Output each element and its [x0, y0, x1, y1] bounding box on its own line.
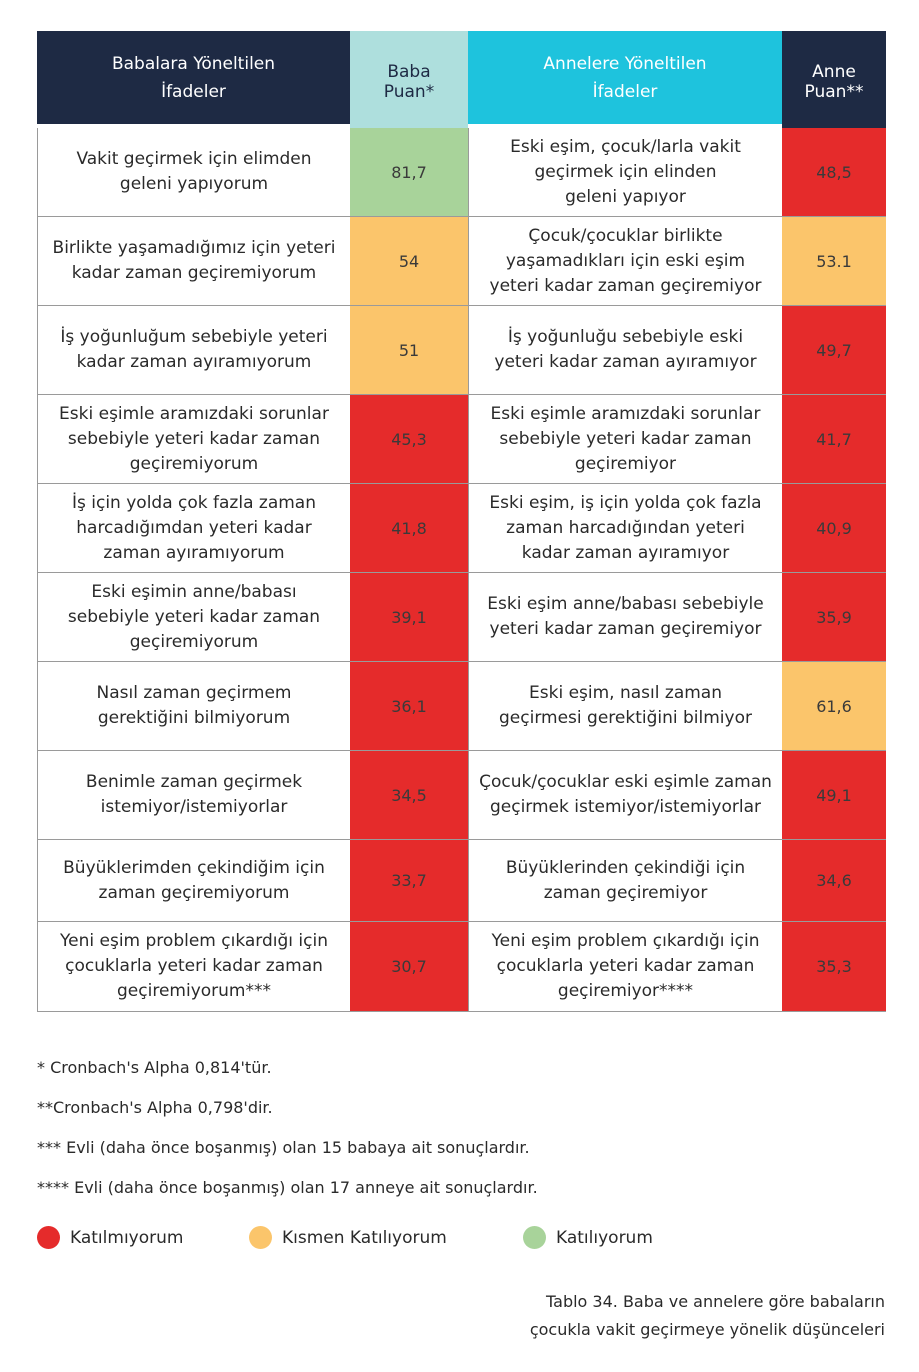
legend-item-disagree	[37, 1226, 183, 1249]
mother-statement: Yeni eşim problem çıkardığı için çocuklarla yeteri kadar zaman geçiremiyor****	[468, 922, 782, 1012]
legend	[37, 1226, 737, 1256]
legend-label: Kısmen Katılıyorum	[282, 1227, 447, 1248]
mother-score: 48,5	[782, 128, 886, 217]
father-score: 34,5	[350, 751, 468, 840]
father-score: 51	[350, 306, 468, 395]
green-dot-icon	[523, 1226, 546, 1249]
mother-score: 34,6	[782, 840, 886, 922]
footnote: *** Evli (daha önce boşanmış) olan 15 babaya ait sonuçlardır.	[37, 1138, 530, 1157]
father-score: 30,7	[350, 922, 468, 1012]
footnote: * Cronbach's Alpha 0,814'tür.	[37, 1058, 272, 1077]
legend-item-partial	[249, 1226, 447, 1249]
mother-score: 35,3	[782, 922, 886, 1012]
father-statement: Nasıl zaman geçirmem gerektiğini bilmiyorum	[37, 662, 350, 751]
father-statement: Birlikte yaşamadığımız için yeteri kadar zaman geçiremiyorum	[37, 217, 350, 306]
mother-statement: Eski eşimle aramızdaki sorunlar sebebiyle yeteri kadar zaman geçiremiyor	[468, 395, 782, 484]
father-statement: Benimle zaman geçirmek istemiyor/istemiyorlar	[37, 751, 350, 840]
mother-score: 53.1	[782, 217, 886, 306]
comparison-table	[37, 31, 886, 1012]
mother-statement: Eski eşim, iş için yolda çok fazla zaman harcadığından yeteri kadar zaman ayıramıyor	[468, 484, 782, 573]
legend-item-agree	[523, 1226, 653, 1249]
red-dot-icon	[37, 1226, 60, 1249]
father-score: 39,1	[350, 573, 468, 662]
mother-score: 35,9	[782, 573, 886, 662]
mother-statement: İş yoğunluğu sebebiyle eski yeteri kadar zaman ayıramıyor	[468, 306, 782, 395]
father-statement: Eski eşimin anne/babası sebebiyle yeteri kadar zaman geçiremiyorum	[37, 573, 350, 662]
father-statement: Yeni eşim problem çıkardığı için çocuklarla yeteri kadar zaman geçiremiyorum***	[37, 922, 350, 1012]
header-father-score: Baba Puan*	[350, 31, 468, 128]
footnote: **** Evli (daha önce boşanmış) olan 17 anneye ait sonuçlardır.	[37, 1178, 538, 1197]
legend-label: Katılmıyorum	[70, 1227, 184, 1248]
father-statement: İş için yolda çok fazla zaman harcadığımdan yeteri kadar zaman ayıramıyorum	[37, 484, 350, 573]
father-statement: Büyüklerimden çekindiğim için zaman geçiremiyorum	[37, 840, 350, 922]
father-score: 41,8	[350, 484, 468, 573]
legend-label: Katılıyorum	[556, 1227, 653, 1248]
orange-dot-icon	[249, 1226, 272, 1249]
father-score: 36,1	[350, 662, 468, 751]
father-statement: Vakit geçirmek için elimden geleni yapıyorum	[37, 128, 350, 217]
father-score: 81,7	[350, 128, 468, 217]
header-mother-score: Anne Puan**	[782, 31, 886, 128]
footnote: **Cronbach's Alpha 0,798'dir.	[37, 1098, 273, 1117]
mother-score: 40,9	[782, 484, 886, 573]
footnotes	[37, 1054, 538, 1214]
caption-line: çocukla vakit geçirmeye yönelik düşünceleri	[529, 1320, 885, 1339]
header-mother-statements: Annelere Yöneltilen İfadeler	[468, 31, 782, 124]
mother-score: 61,6	[782, 662, 886, 751]
table-caption	[530, 1288, 885, 1344]
mother-statement: Eski eşim anne/babası sebebiyle yeteri kadar zaman geçiremiyor	[468, 573, 782, 662]
father-score: 54	[350, 217, 468, 306]
mother-statement: Çocuk/çocuklar eski eşimle zaman geçirmek istemiyor/istemiyorlar	[468, 751, 782, 840]
father-score: 45,3	[350, 395, 468, 484]
caption-line: Tablo 34. Baba ve annelere göre babaların	[546, 1292, 885, 1311]
mother-score: 41,7	[782, 395, 886, 484]
father-statement: Eski eşimle aramızdaki sorunlar sebebiyle yeteri kadar zaman geçiremiyorum	[37, 395, 350, 484]
mother-score: 49,1	[782, 751, 886, 840]
father-score: 33,7	[350, 840, 468, 922]
header-father-statements: Babalara Yöneltilen İfadeler	[37, 31, 350, 124]
mother-score: 49,7	[782, 306, 886, 395]
mother-statement: Eski eşim, nasıl zaman geçirmesi gerektiğini bilmiyor	[468, 662, 782, 751]
mother-statement: Büyüklerinden çekindiği için zaman geçiremiyor	[468, 840, 782, 922]
father-statement: İş yoğunluğum sebebiyle yeteri kadar zaman ayıramıyorum	[37, 306, 350, 395]
mother-statement: Çocuk/çocuklar birlikte yaşamadıkları için eski eşim yeteri kadar zaman geçiremiyor	[468, 217, 782, 306]
mother-statement: Eski eşim, çocuk/larla vakit geçirmek için elinden geleni yapıyor	[468, 128, 782, 217]
